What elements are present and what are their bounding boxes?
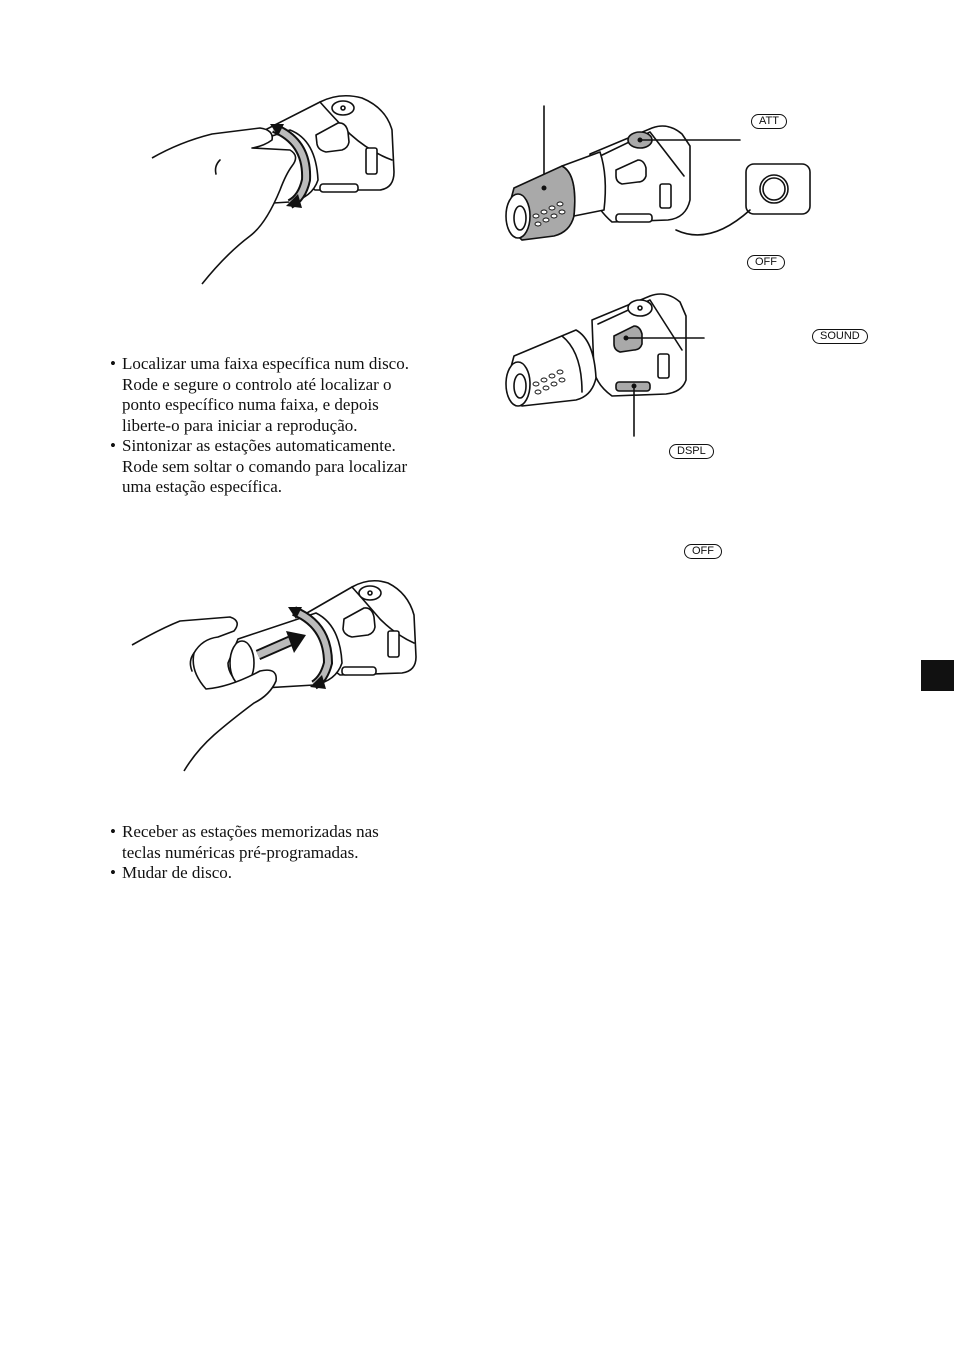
- hand-icon: [152, 128, 296, 284]
- rotate-control-illustration: [140, 90, 410, 290]
- att-label: ATT: [751, 114, 787, 129]
- off-label-top: OFF: [747, 255, 785, 270]
- push-rotate-illustration: [130, 575, 420, 775]
- att-knob-icon: [628, 300, 652, 316]
- bullet-text: Mudar de disco.: [122, 863, 233, 882]
- list-item: [110, 354, 470, 436]
- bullet-text: Localizar uma faixa específica num disco. Rode e segure o controlo até localizar o ponto específico numa faixa, e depois liberte-o para iniciar a reprodução.: [122, 354, 409, 435]
- dspl-label: DSPL: [669, 444, 714, 459]
- slot-icon: [366, 148, 377, 174]
- sound-dspl-illustration: [500, 292, 720, 442]
- section2-bullet-list: [110, 822, 470, 884]
- section1-bullet-list: [110, 354, 470, 498]
- list-item: [110, 822, 470, 863]
- sound-label: SOUND: [812, 329, 868, 344]
- list-item: [110, 863, 470, 884]
- slot-icon: [660, 184, 671, 208]
- att-knob-icon: [359, 586, 381, 600]
- att-knob-zoom-icon: [760, 175, 788, 203]
- bullet-text: Sintonizar as estações automaticamente. Rode sem soltar o comando para localizar uma estação específica.: [122, 436, 408, 496]
- att-knob-icon: [332, 101, 354, 115]
- slot-icon: [388, 631, 399, 657]
- bullet-text: Receber as estações memorizadas nas teclas numéricas pré-programadas.: [122, 822, 379, 862]
- off-label-bottom: OFF: [684, 544, 722, 559]
- slot-icon: [658, 354, 669, 378]
- page-edge-tab: [921, 660, 954, 691]
- list-item: [110, 436, 470, 498]
